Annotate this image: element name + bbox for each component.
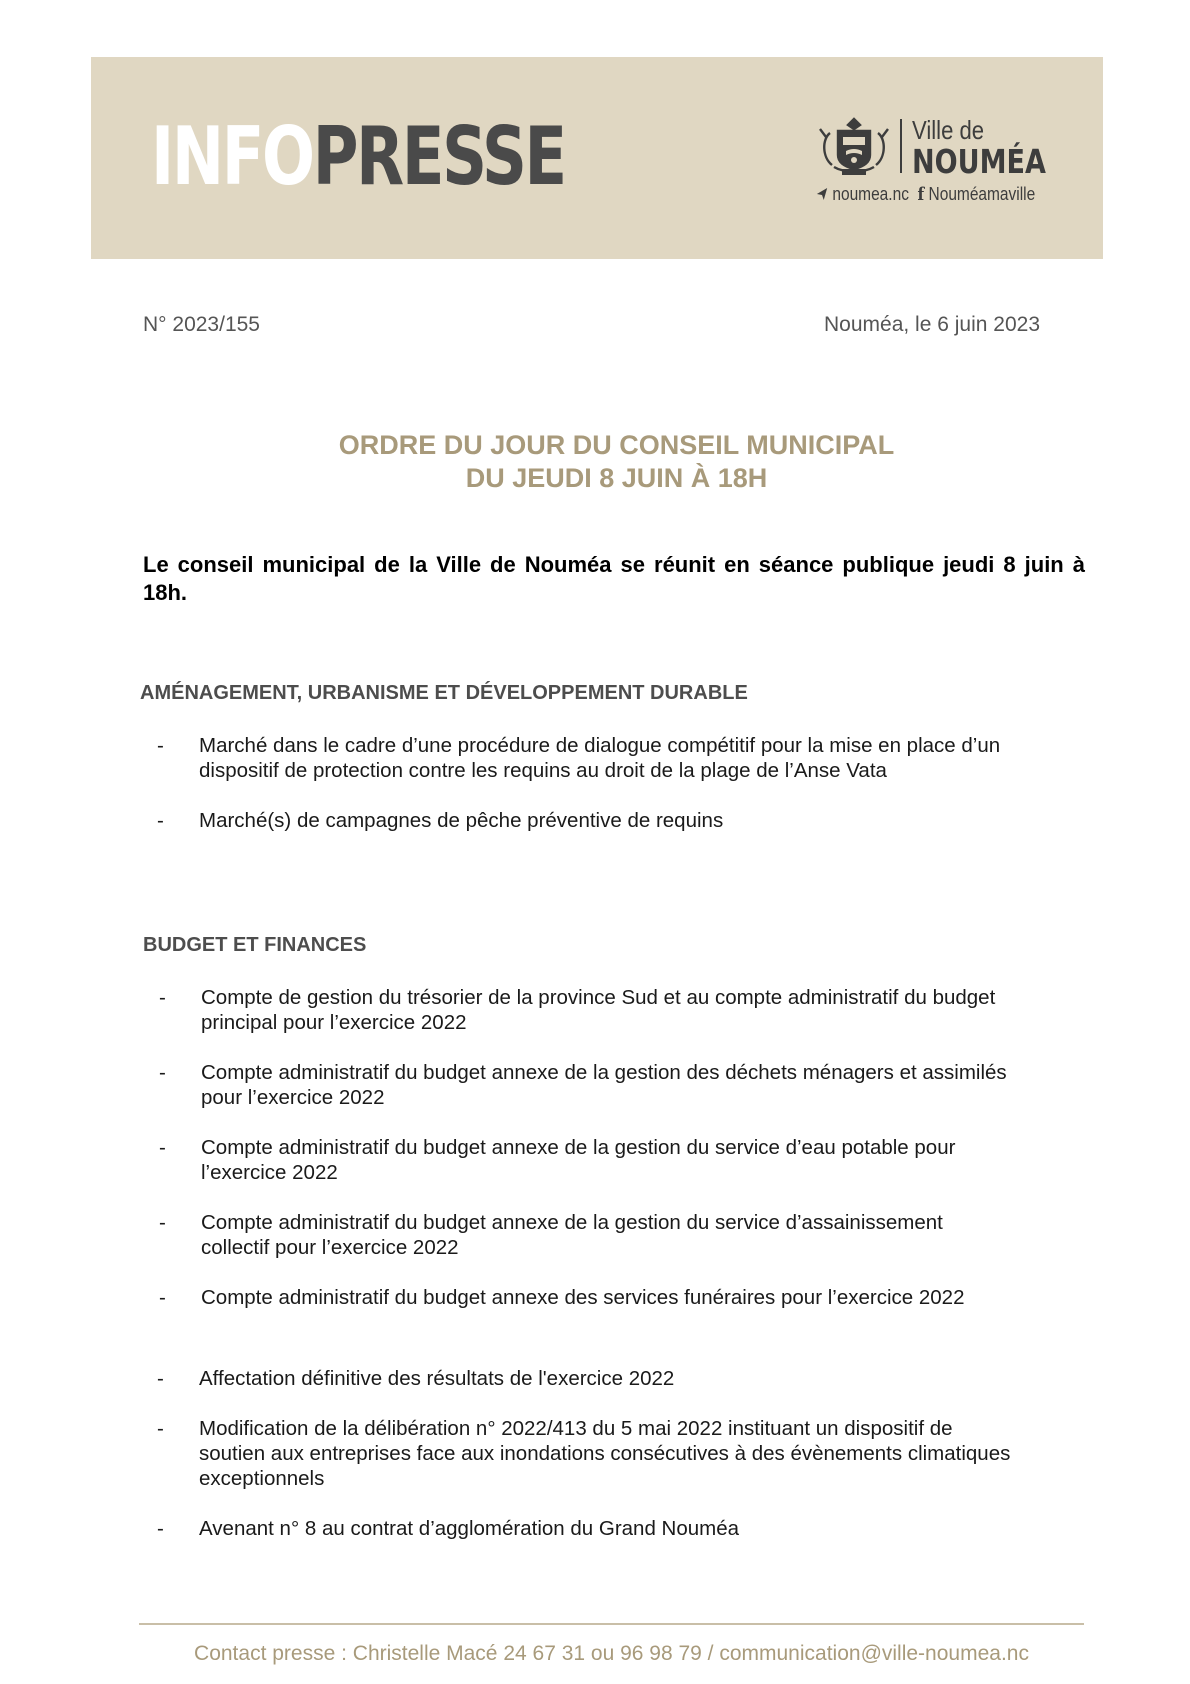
logo-links (816, 183, 1035, 206)
list-item-text: Compte administratif du budget annexe des services funéraires pour l’exercice 2022 (201, 1286, 965, 1309)
list-bullet: - (159, 1286, 166, 1309)
list-item-text: Modification de la délibération n° 2022/413 du 5 mai 2022 instituant un dispositif de soutien aux entreprises face aux inondations consécutives à des évènements climatiques exceptionnels (199, 1417, 1011, 1490)
place-and-date: Nouméa, le 6 juin 2023 (824, 313, 1040, 336)
facebook-link[interactable]: Nouméamaville (928, 184, 1036, 204)
list-bullet: - (157, 734, 164, 757)
list-item (157, 808, 1011, 833)
list-item (159, 1135, 1011, 1185)
list-item (159, 1060, 1011, 1110)
list-item-text: Avenant n° 8 au contrat d’agglomération du Grand Nouméa (199, 1517, 740, 1540)
section-list-budget-continued (157, 1366, 1024, 1541)
header-banner (91, 57, 1103, 259)
list-item (159, 1285, 1011, 1310)
list-item-text: Marché(s) de campagnes de pêche préventive de requins (199, 809, 724, 832)
title-line-1: ORDRE DU JOUR DU CONSEIL MUNICIPAL (338, 430, 895, 460)
list-item-text: Marché dans le cadre d’une procédure de dialogue compétitif pour la mise en place d’un dispositif de protection contre les requins au droit de la plage de l’Anse Vata (199, 734, 1001, 782)
website-link[interactable]: noumea.nc (832, 184, 909, 204)
logo-noumea: NOUMÉA (912, 142, 1046, 181)
paper-plane-icon (816, 187, 828, 201)
list-item-text: Compte administratif du budget annexe de la gestion du service d’assainissement collectif pour l’exercice 2022 (201, 1211, 943, 1259)
list-bullet: - (157, 1517, 164, 1540)
list-item (157, 1366, 1024, 1391)
document-title (0, 429, 1190, 495)
city-crest-icon (816, 115, 892, 177)
press-release-number: N° 2023/155 (143, 313, 260, 336)
list-bullet: - (159, 986, 166, 1009)
section-list-amenagement (157, 733, 1011, 833)
logo-divider (900, 119, 902, 173)
list-bullet: - (157, 1417, 164, 1440)
list-bullet: - (159, 1211, 166, 1234)
logo-ville-de: Ville de (912, 115, 985, 145)
section-list-budget (159, 985, 1011, 1310)
footer-divider (139, 1623, 1084, 1625)
list-item (157, 1516, 1024, 1541)
lead-paragraph: Le conseil municipal de la Ville de Nouméa se réunit en séance publique jeudi 8 juin à 18h. (143, 552, 1085, 605)
section-heading-budget: BUDGET ET FINANCES (143, 934, 367, 956)
facebook-icon: f (917, 184, 925, 205)
list-bullet: - (159, 1136, 166, 1159)
list-bullet: - (157, 1367, 164, 1390)
banner-title-presse: PRESSE (312, 110, 565, 203)
section-heading-amenagement: AMÉNAGEMENT, URBANISME ET DÉVELOPPEMENT DURABLE (140, 682, 748, 704)
footer-contact: Contact presse : Christelle Macé 24 67 31 ou 96 98 79 / communication@ville-noumea.nc (194, 1642, 1029, 1665)
list-item-text: Affectation définitive des résultats de l'exercice 2022 (199, 1367, 675, 1390)
list-bullet: - (159, 1061, 166, 1084)
list-item (157, 733, 1011, 783)
list-item-text: Compte administratif du budget annexe de la gestion du service d’eau potable pour l’exercice 2022 (201, 1136, 956, 1184)
list-item (159, 985, 1011, 1035)
list-item (157, 1416, 1024, 1491)
banner-title-info: INFO (151, 110, 313, 203)
title-line-2: DU JEUDI 8 JUIN À 18H (465, 463, 768, 493)
list-item-text: Compte administratif du budget annexe de la gestion des déchets ménagers et assimilés pour l’exercice 2022 (201, 1061, 1007, 1109)
ville-de-noumea-logo (816, 115, 1056, 205)
banner-title (151, 109, 565, 205)
list-item-text: Compte de gestion du trésorier de la province Sud et au compte administratif du budget principal pour l’exercice 2022 (201, 986, 996, 1034)
list-bullet: - (157, 809, 164, 832)
list-item (159, 1210, 1011, 1260)
